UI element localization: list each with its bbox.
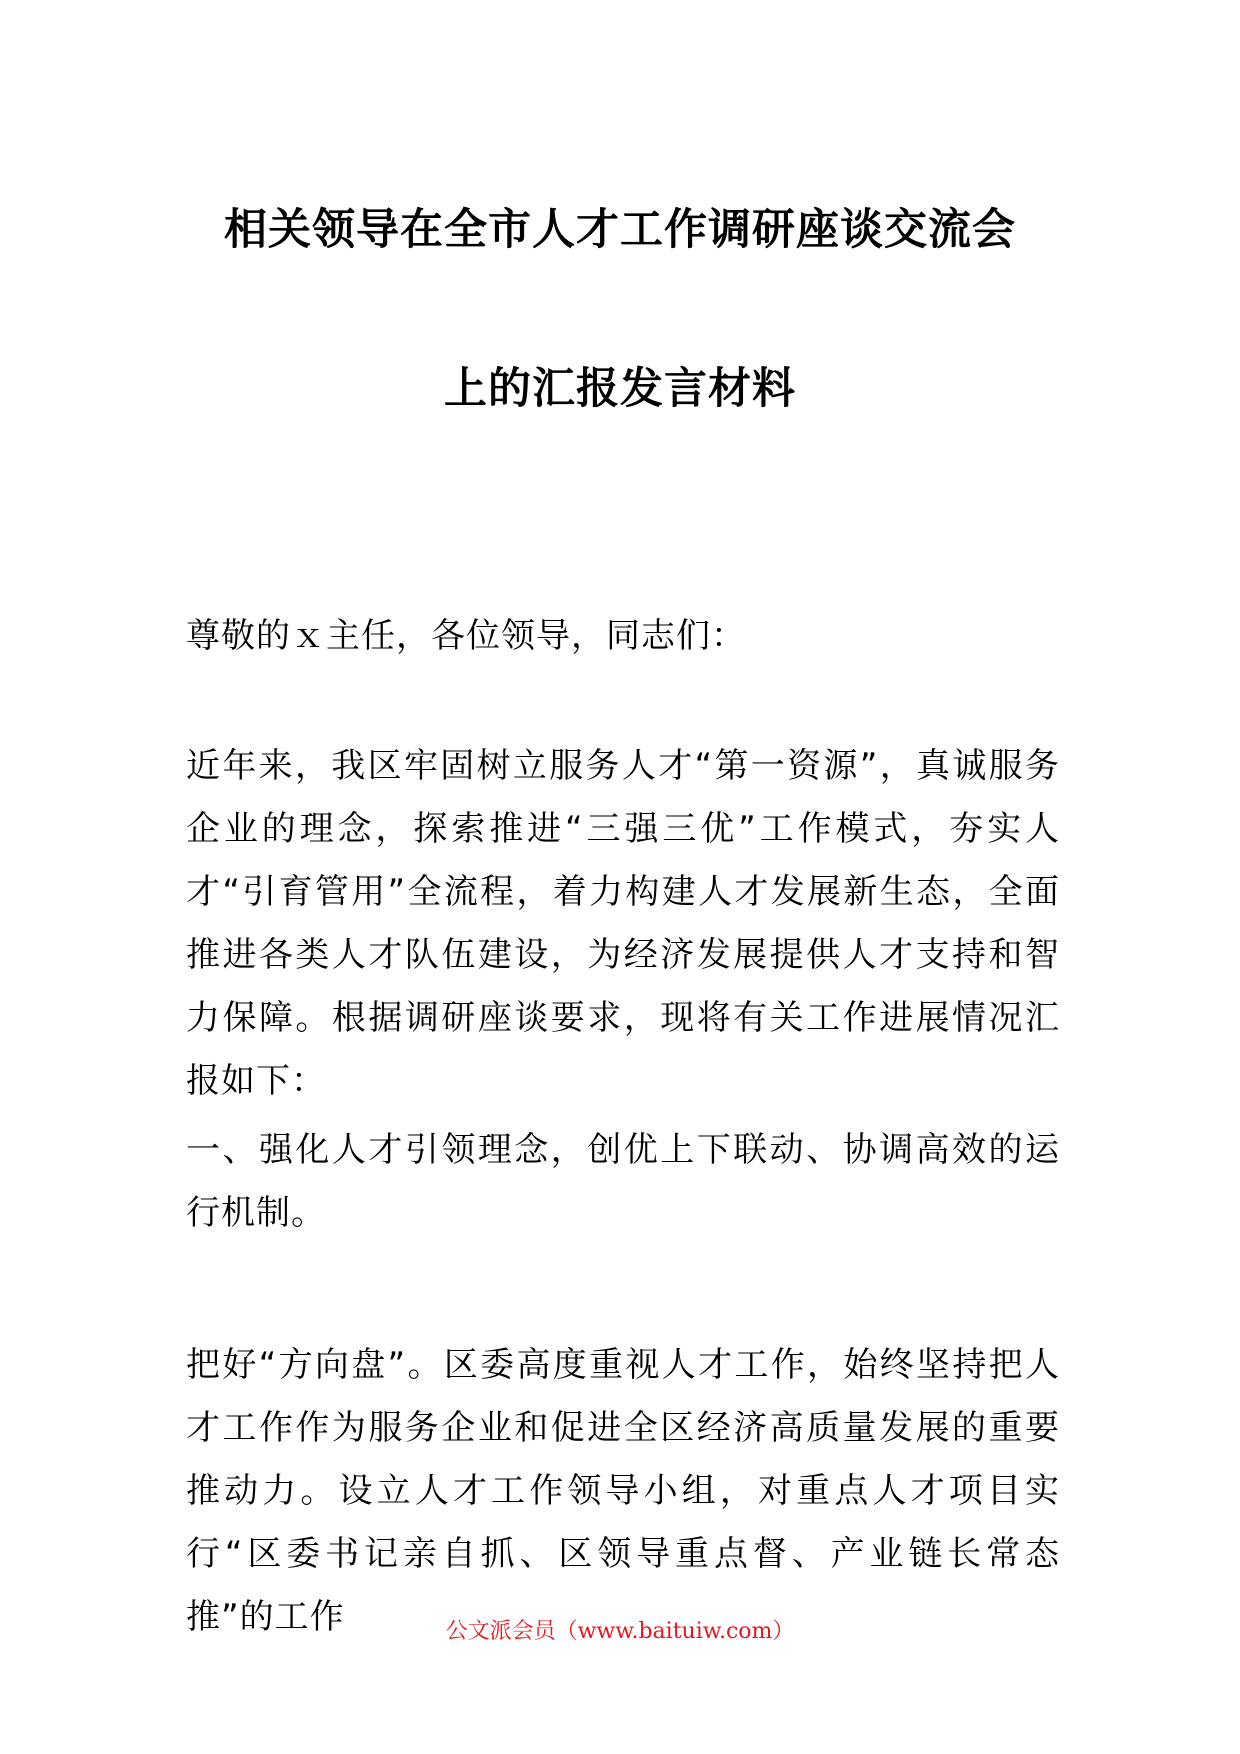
intro-paragraph: 近年来，我区牢固树立服务人才“第一资源”，真诚服务企业的理念，探索推进“三强三优”工作模式，夯实人才“引育管用”全流程，着力构建人才发展新生态，全面推进各类人才队伍建设，为经济发展提供人才支持和智力保障。根据调研座谈要求，现将有关工作进展情况汇报如下： <box>186 746 1060 1101</box>
footer-watermark: 公文派会员（www.baituiw.com） <box>445 1619 795 1644</box>
document-title-line-1: 相关领导在全市人才工作调研座谈交流会 <box>224 205 1016 255</box>
document-title-line-2: 上的汇报发言材料 <box>444 364 796 414</box>
salutation: 尊敬的ｘ主任，各位领导，同志们： <box>186 616 746 656</box>
section-1-heading: 一、强化人才引领理念，创优上下联动、协调高效的运行机制。 <box>186 1130 1060 1233</box>
section-1-paragraph: 把好“方向盘”。区委高度重视人才工作，始终坚持把人才工作作为服务企业和促进全区经济高质量发展的重要推动力。设立人才工作领导小组，对重点人才项目实行“区委书记亲自抓、区领导重点督、产业链长常态推”的工作 <box>186 1345 1060 1637</box>
